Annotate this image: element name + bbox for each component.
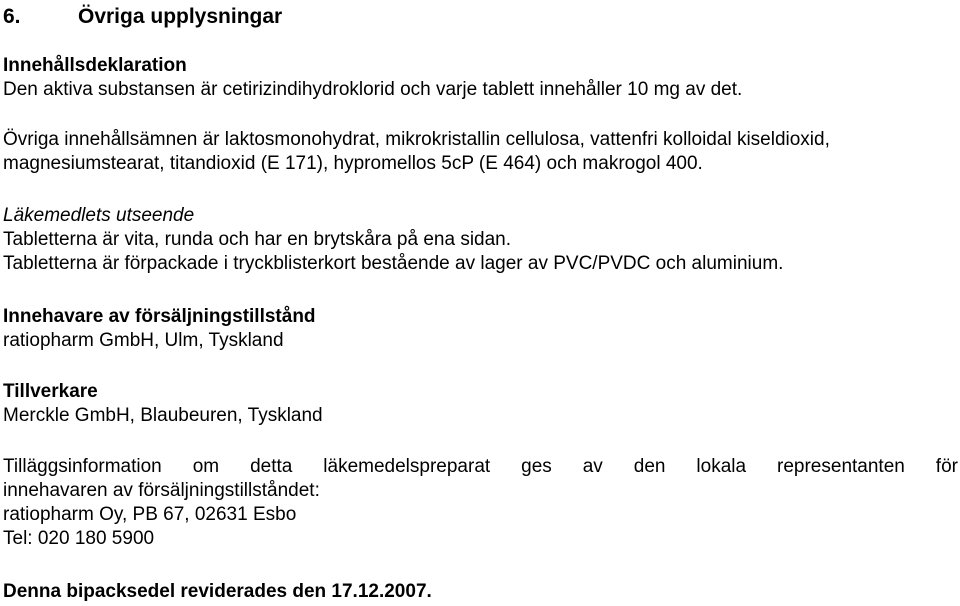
section-number: 6. (3, 5, 21, 28)
additional-info-word: för (935, 456, 958, 477)
additional-info-line-1 (3, 455, 958, 479)
additional-info-word: representanten (777, 456, 905, 477)
manufacturer-value: Merckle GmbH, Blaubeuren, Tyskland (3, 405, 323, 426)
holder-heading: Innehavare av försäljningstillstånd (3, 306, 316, 327)
manufacturer-heading: Tillverkare (3, 381, 98, 402)
excipients-text-line-2: magnesiumstearat, titandioxid (E 171), hypromellos 5cP (E 464) och makrogol 400. (3, 153, 703, 174)
additional-info-word: detta (250, 456, 293, 477)
additional-info-word: Tilläggsinformation (3, 456, 162, 477)
representative-phone: Tel: 020 180 5900 (3, 528, 155, 549)
appearance-heading: Läkemedlets utseende (3, 205, 195, 226)
appearance-text-line-1: Tabletterna är vita, runda och har en brytskåra på ena sidan. (3, 229, 512, 250)
additional-info-word: ges (521, 456, 552, 477)
content-declaration-section (3, 54, 958, 102)
additional-info-line-2: innehavaren av försäljningstillståndet: (3, 480, 320, 501)
excipients-text-line-1: Övriga innehållsämnen är laktosmonohydrat, mikrokristallin cellulosa, vattenfri kolloidal kiseldioxid, (3, 129, 830, 150)
appearance-text-line-2: Tabletterna är förpackade i tryckblisterkort bestående av lager av PVC/PVDC och aluminium. (3, 253, 784, 274)
excipients-section (3, 128, 958, 176)
appearance-section (3, 204, 958, 276)
additional-info-word: den (633, 456, 666, 477)
additional-info-section (3, 455, 958, 551)
section-title: Övriga upplysningar (78, 5, 283, 28)
additional-info-word: om (192, 456, 220, 477)
additional-info-word: av (582, 456, 603, 477)
additional-info-word: lokala (696, 456, 747, 477)
additional-info-word: läkemedelspreparat (323, 456, 491, 477)
section-heading (3, 4, 282, 30)
revision-section (3, 580, 958, 604)
active-substance-text: Den aktiva substansen är cetirizindihydroklorid och varje tablett innehåller 10 mg av det. (3, 79, 743, 100)
holder-value: ratiopharm GmbH, Ulm, Tyskland (3, 330, 284, 351)
content-declaration-heading: Innehållsdeklaration (3, 55, 187, 76)
holder-section (3, 305, 958, 353)
manufacturer-section (3, 380, 958, 428)
representative-address: ratiopharm Oy, PB 67, 02631 Esbo (3, 504, 297, 525)
revision-date-text: Denna bipacksedel reviderades den 17.12.2007. (3, 581, 432, 602)
